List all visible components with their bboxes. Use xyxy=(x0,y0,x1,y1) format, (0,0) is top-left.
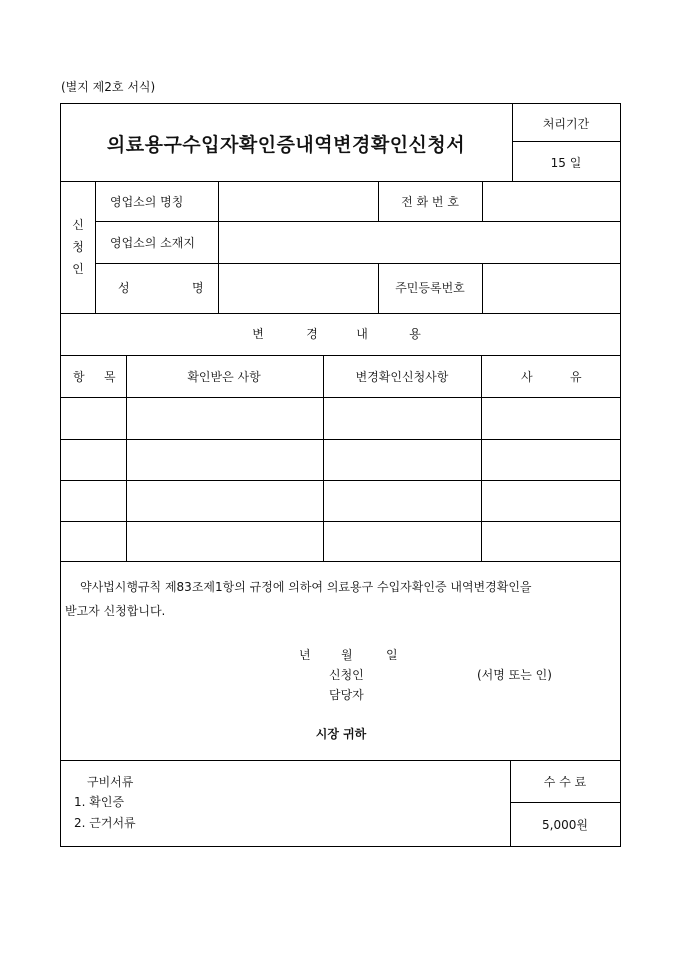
addressee: 시장 귀하 xyxy=(315,727,367,741)
address-field[interactable] xyxy=(222,225,616,259)
name-label-char-1: 성 xyxy=(118,281,130,295)
processing-period-label: 처리기간 xyxy=(542,117,590,131)
change-row-2-requested[interactable] xyxy=(327,443,477,477)
frame-top xyxy=(60,103,621,104)
change-row-3-item[interactable] xyxy=(64,484,122,518)
frame-left xyxy=(60,103,61,847)
change-title-char-3: 내 xyxy=(356,327,368,341)
change-header-bottom-line xyxy=(60,397,621,398)
change-row-line-1 xyxy=(60,439,621,440)
name-label-char-2: 명 xyxy=(192,281,204,295)
change-row-3-reason[interactable] xyxy=(485,484,616,518)
form-number-label: (별지 제2호 서식) xyxy=(61,80,156,94)
address-label: 영업소의 소재지 xyxy=(110,236,195,250)
date-month-label: 월 xyxy=(341,648,353,662)
processing-period-value: 15 일 xyxy=(550,156,582,170)
required-document-1: 1. 확인증 xyxy=(74,795,125,809)
change-title-bottom-line xyxy=(60,355,621,356)
fee-divider-horizontal xyxy=(510,802,621,803)
change-row-4-reason[interactable] xyxy=(485,525,616,557)
date-year-label: 년 xyxy=(299,648,311,662)
change-row-2-reason[interactable] xyxy=(485,443,616,477)
statement-bottom-line xyxy=(60,760,621,761)
applicant-label-divider xyxy=(95,181,96,313)
resident-divider-right xyxy=(482,263,483,313)
required-document-2: 2. 근거서류 xyxy=(74,816,136,830)
header-divider xyxy=(512,103,513,181)
header-period-divider xyxy=(512,141,620,142)
statement-line-1: 약사법시행규칙 제83조제1항의 규정에 의하여 의료용구 수입자확인증 내역변경확인을 xyxy=(80,580,532,594)
resident-number-field[interactable] xyxy=(486,267,616,309)
frame-right xyxy=(620,103,621,847)
change-col-divider-2 xyxy=(323,355,324,561)
date-day-label: 일 xyxy=(386,648,398,662)
phone-field[interactable] xyxy=(486,185,616,219)
change-row-3-confirmed[interactable] xyxy=(130,484,319,518)
change-row-4-item[interactable] xyxy=(64,525,122,557)
col-confirmed-header: 확인받은 사항 xyxy=(187,370,261,384)
change-row-4-requested[interactable] xyxy=(327,525,477,557)
change-title-char-1: 변 xyxy=(252,327,264,341)
col-reason-char-1: 사 xyxy=(521,370,533,384)
staff-label: 담당자 xyxy=(329,688,364,702)
change-row-1-reason[interactable] xyxy=(485,401,616,435)
signature-note: (서명 또는 인) xyxy=(477,668,552,682)
applicant-row-line-1 xyxy=(95,221,621,222)
col-reason-char-2: 유 xyxy=(570,370,582,384)
statement-line-2: 받고자 신청합니다. xyxy=(65,604,166,618)
change-row-2-confirmed[interactable] xyxy=(130,443,319,477)
applicant-section-char-2: 청 xyxy=(72,240,84,254)
phone-divider-right xyxy=(482,181,483,221)
change-row-line-3 xyxy=(60,521,621,522)
header-bottom-line xyxy=(60,181,621,182)
change-row-1-requested[interactable] xyxy=(327,401,477,435)
business-name-label: 영업소의 명칭 xyxy=(110,195,184,209)
resident-number-label: 주민등록번호 xyxy=(395,281,465,295)
change-row-3-requested[interactable] xyxy=(327,484,477,518)
applicant-sign-label: 신청인 xyxy=(329,668,364,682)
change-row-4-confirmed[interactable] xyxy=(130,525,319,557)
col-item-char-1: 항 xyxy=(73,370,85,384)
resident-divider-left xyxy=(378,263,379,313)
required-documents-title: 구비서류 xyxy=(87,775,134,789)
change-col-divider-3 xyxy=(481,355,482,561)
phone-divider-left xyxy=(378,181,379,221)
applicant-bottom-line xyxy=(60,313,621,314)
change-table-bottom-line xyxy=(60,561,621,562)
change-row-line-2 xyxy=(60,480,621,481)
col-item-char-2: 목 xyxy=(104,370,116,384)
change-title-char-2: 경 xyxy=(306,327,318,341)
fee-label: 수 수 료 xyxy=(543,775,587,789)
change-row-1-item[interactable] xyxy=(64,401,122,435)
phone-label: 전 화 번 호 xyxy=(401,195,459,209)
form-title: 의료용구수입자확인증내역변경확인신청서 xyxy=(106,134,466,156)
fee-divider xyxy=(510,760,511,846)
applicant-section-char-1: 신 xyxy=(72,218,84,232)
applicant-label-col-divider xyxy=(218,181,219,313)
change-row-1-confirmed[interactable] xyxy=(130,401,319,435)
business-name-field[interactable] xyxy=(222,185,374,219)
change-title-char-4: 용 xyxy=(409,327,421,341)
frame-bottom xyxy=(60,846,621,847)
col-requested-header: 변경확인신청사항 xyxy=(355,370,449,384)
name-field[interactable] xyxy=(222,267,374,309)
applicant-section-char-3: 인 xyxy=(72,262,84,276)
fee-value: 5,000원 xyxy=(542,818,588,832)
applicant-row-line-2 xyxy=(95,263,621,264)
change-row-2-item[interactable] xyxy=(64,443,122,477)
change-col-divider-1 xyxy=(126,355,127,561)
